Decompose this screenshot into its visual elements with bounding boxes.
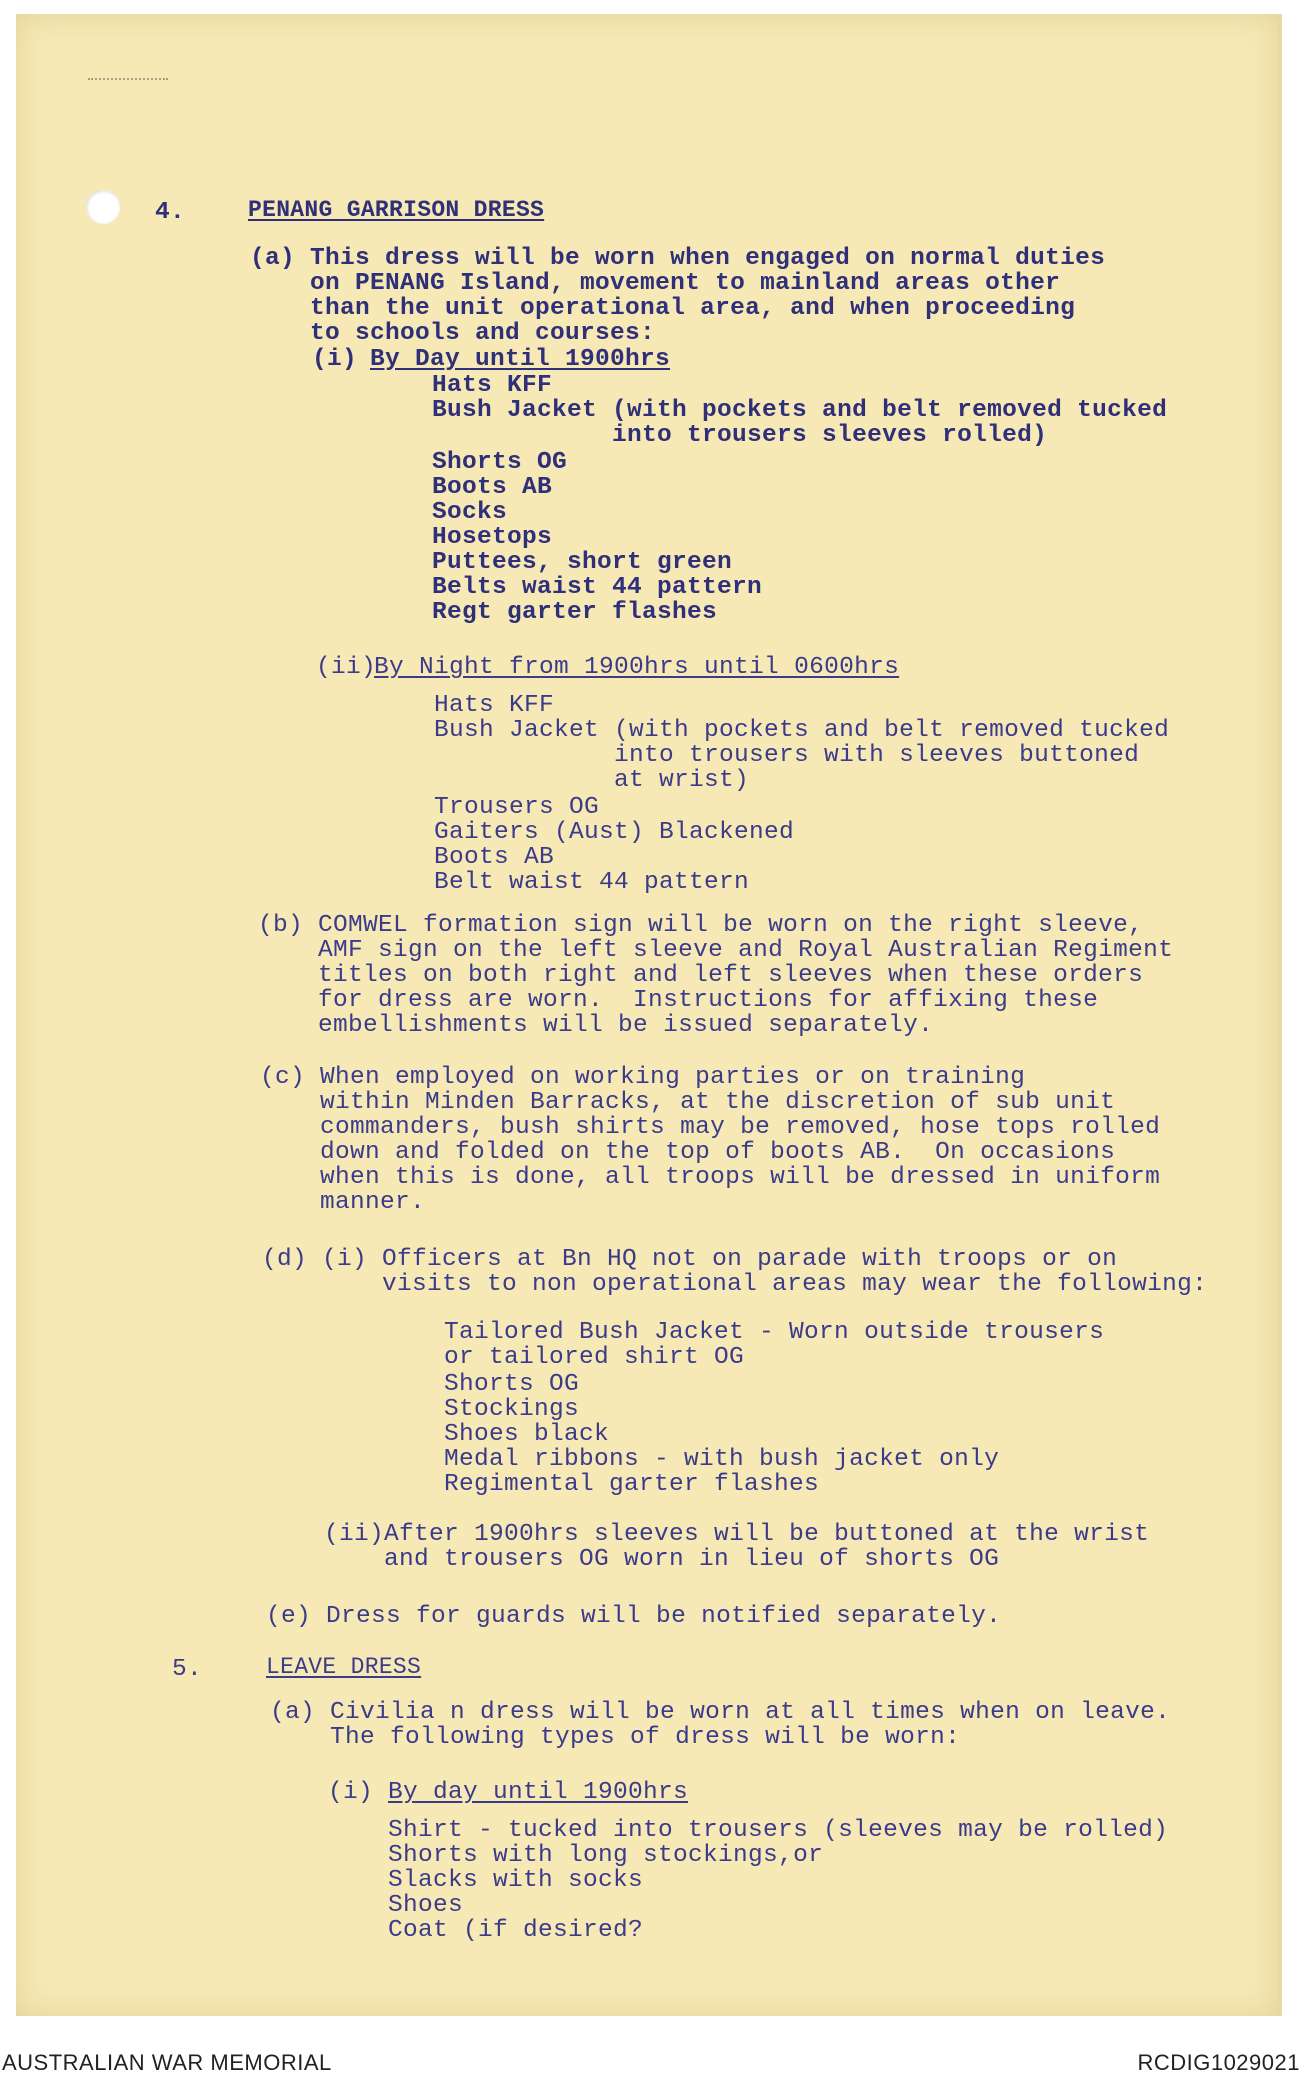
leave-item: Shoes	[388, 1892, 464, 1919]
para-5a-line-1: (a) Civilia n dress will be worn at all times when on leave.	[270, 1699, 1171, 1726]
night-item: Belt waist 44 pattern	[434, 869, 750, 896]
para-4a-line-1: (a) This dress will be worn when engaged on normal duties	[250, 245, 1106, 272]
day-item: into trousers sleeves rolled)	[432, 422, 1048, 449]
para-4c-line-5: when this is done, all troops will be dressed in uniform	[260, 1164, 1161, 1191]
leave-day-label: (i)	[328, 1779, 374, 1806]
para-4e: (e) Dress for guards will be notified separately.	[266, 1603, 1002, 1630]
para-4d-ii-line-1: (ii)After 1900hrs sleeves will be buttoned at the wrist	[324, 1521, 1150, 1548]
officer-item: Regimental garter flashes	[444, 1471, 820, 1498]
officer-item: Stockings	[444, 1396, 580, 1423]
para-4b-line-4: for dress are worn. Instructions for affixing these	[258, 987, 1099, 1014]
leave-item: Shorts with long stockings,or	[388, 1842, 824, 1869]
night-item: Gaiters (Aust) Blackened	[434, 819, 795, 846]
para-4b-line-5: embellishments will be issued separately.	[258, 1012, 934, 1039]
para-4c-line-1: (c) When employed on working parties or on training	[260, 1064, 1026, 1091]
para-4a-line-4: to schools and courses:	[250, 320, 656, 347]
para-4b-line-1: (b) COMWEL formation sign will be worn on the right sleeve,	[258, 912, 1144, 939]
punch-hole	[86, 190, 120, 224]
night-item: at wrist)	[434, 767, 750, 794]
day-item: Bush Jacket (with pockets and belt removed tucked	[432, 397, 1168, 424]
officer-item: Shorts OG	[444, 1371, 580, 1398]
officer-item: or tailored shirt OG	[444, 1344, 745, 1371]
section-4-number: 4.	[155, 199, 186, 226]
day-heading: By Day until 1900hrs	[370, 346, 671, 373]
leave-item: Slacks with socks	[388, 1867, 644, 1894]
section-5-number: 5.	[172, 1656, 203, 1683]
para-4b-line-3: titles on both right and left sleeves when these orders	[258, 962, 1144, 989]
para-4b-line-2: AMF sign on the left sleeve and Royal Australian Regiment	[258, 937, 1174, 964]
day-item: Boots AB	[432, 474, 553, 501]
night-heading: By Night from 1900hrs until 0600hrs	[374, 654, 900, 681]
officer-item: Tailored Bush Jacket - Worn outside trousers	[444, 1319, 1105, 1346]
para-4a-line-2: on PENANG Island, movement to mainland areas other	[250, 270, 1061, 297]
footer-reference-id: RCDIG1029021	[1137, 2050, 1300, 2075]
para-4d-ii-line-2: and trousers OG worn in lieu of shorts OG	[324, 1546, 1000, 1573]
para-4c-line-2: within Minden Barracks, at the discretion of sub unit	[260, 1089, 1116, 1116]
leave-item: Coat (if desired?	[388, 1917, 644, 1944]
leave-item: Shirt - tucked into trousers (sleeves may be rolled)	[388, 1817, 1169, 1844]
night-label: (ii)	[316, 654, 377, 681]
para-5a-line-2: The following types of dress will be worn:	[270, 1724, 961, 1751]
day-item: Shorts OG	[432, 449, 568, 476]
day-item: Socks	[432, 499, 508, 526]
ink-smudge	[88, 78, 168, 86]
section-5-heading: LEAVE DRESS	[266, 1654, 422, 1680]
day-item: Regt garter flashes	[432, 599, 718, 626]
para-4c-line-4: down and folded on the top of boots AB. On occasions	[260, 1139, 1116, 1166]
night-item: Hats KFF	[434, 692, 555, 719]
officer-item: Medal ribbons - with bush jacket only	[444, 1446, 1000, 1473]
day-item: Belts waist 44 pattern	[432, 574, 763, 601]
officer-item: Shoes black	[444, 1421, 610, 1448]
night-item: Boots AB	[434, 844, 555, 871]
para-4c-line-6: manner.	[260, 1189, 426, 1216]
day-label: (i)	[312, 346, 358, 373]
para-4a-line-3: than the unit operational area, and when proceeding	[250, 295, 1076, 322]
para-4d-i-line-1: (d) (i) Officers at Bn HQ not on parade with troops or on	[262, 1246, 1118, 1273]
para-4c-line-3: commanders, bush shirts may be removed, hose tops rolled	[260, 1114, 1161, 1141]
footer-institution: AUSTRALIAN WAR MEMORIAL	[2, 2050, 332, 2075]
night-item: into trousers with sleeves buttoned	[434, 742, 1140, 769]
day-item: Hats KFF	[432, 372, 553, 399]
night-item: Trousers OG	[434, 794, 600, 821]
section-4-heading: PENANG GARRISON DRESS	[248, 197, 545, 223]
night-item: Bush Jacket (with pockets and belt removed tucked	[434, 717, 1170, 744]
para-4d-i-line-2: visits to non operational areas may wear the following:	[262, 1271, 1208, 1298]
day-item: Puttees, short green	[432, 549, 733, 576]
day-item: Hosetops	[432, 524, 553, 551]
leave-day-heading: By day until 1900hrs	[388, 1779, 689, 1806]
